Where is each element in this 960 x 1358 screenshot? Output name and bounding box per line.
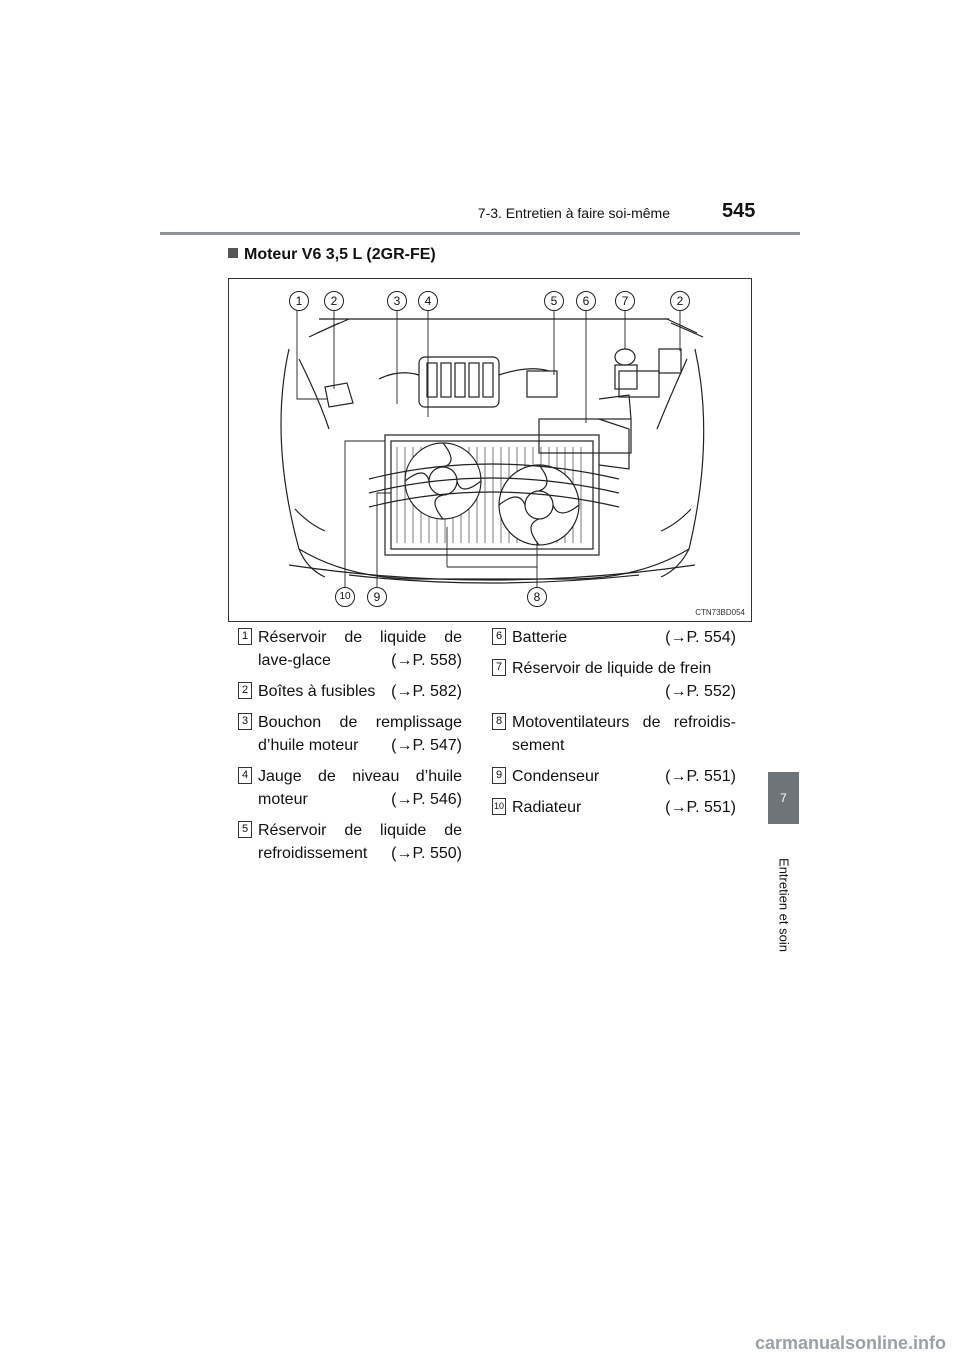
legend-item bbox=[230, 680, 462, 703]
legend-ref: (→P. 554) bbox=[665, 629, 736, 646]
legend-text: Bouchon de remplissage bbox=[258, 714, 462, 731]
legend-ref: (→P. 551) bbox=[665, 799, 736, 816]
legend-right bbox=[484, 626, 736, 827]
legend-ref: (→P. 550) bbox=[391, 845, 462, 862]
legend-text: lave-glace bbox=[258, 652, 331, 669]
legend-item bbox=[484, 796, 736, 819]
legend-text: sement bbox=[512, 737, 565, 754]
section-heading bbox=[228, 246, 436, 264]
legend-number: 9 bbox=[492, 767, 506, 784]
legend-text: Réservoir de liquide de bbox=[258, 629, 462, 646]
callout-4: 4 bbox=[418, 291, 438, 311]
legend-item bbox=[230, 819, 462, 865]
page-header bbox=[0, 0, 960, 240]
legend-item bbox=[230, 765, 462, 811]
legend-text: Motoventilateurs de refroidis- bbox=[512, 714, 736, 731]
callout-6: 6 bbox=[576, 291, 596, 311]
legend-ref: (→P. 582) bbox=[391, 683, 462, 700]
callout-5: 5 bbox=[544, 291, 564, 311]
callout-7: 7 bbox=[615, 291, 635, 311]
chapter-tab bbox=[768, 772, 799, 824]
legend-item bbox=[230, 711, 462, 757]
legend-ref: (→P. 552) bbox=[665, 683, 736, 700]
legend-left bbox=[230, 626, 462, 873]
legend-ref: (→P. 547) bbox=[391, 737, 462, 754]
legend-number: 7 bbox=[492, 659, 506, 676]
legend-text: d’huile moteur bbox=[258, 737, 359, 754]
legend-text: Jauge de niveau d’huile bbox=[258, 768, 462, 785]
legend-item bbox=[230, 626, 462, 672]
engine-figure bbox=[228, 278, 752, 622]
legend-text: Réservoir de liquide de bbox=[258, 822, 462, 839]
legend-text: moteur bbox=[258, 791, 308, 808]
legend-number: 10 bbox=[492, 798, 506, 815]
legend-text: Condenseur bbox=[512, 768, 600, 785]
engine-illustration bbox=[229, 279, 753, 623]
legend-text: refroidissement bbox=[258, 845, 368, 862]
legend-item bbox=[484, 765, 736, 788]
figure-code: CTN73BD054 bbox=[695, 608, 745, 617]
callout-2: 2 bbox=[324, 291, 344, 311]
legend-text: Radiateur bbox=[512, 799, 582, 816]
legend-text: Boîtes à fusibles bbox=[258, 683, 376, 700]
legend-number: 6 bbox=[492, 628, 506, 645]
legend-ref: (→P. 551) bbox=[665, 768, 736, 785]
legend-ref: (→P. 546) bbox=[391, 791, 462, 808]
callout-8: 8 bbox=[527, 587, 547, 607]
callout-3: 3 bbox=[387, 291, 407, 311]
heading-text: Moteur V6 3,5 L (2GR-FE) bbox=[244, 246, 436, 263]
legend-item bbox=[484, 711, 736, 757]
chapter-number: 7 bbox=[780, 791, 787, 805]
page-number: 545 bbox=[722, 200, 756, 222]
legend-text: Batterie bbox=[512, 629, 568, 646]
square-bullet-icon bbox=[228, 248, 238, 258]
legend-item bbox=[484, 657, 736, 703]
callout-2b: 2 bbox=[670, 291, 690, 311]
legend-number: 4 bbox=[238, 767, 252, 784]
callout-10: 10 bbox=[335, 587, 355, 607]
legend-number: 8 bbox=[492, 713, 506, 730]
legend-number: 1 bbox=[238, 628, 252, 645]
legend-number: 2 bbox=[238, 682, 252, 699]
watermark: carmanualsonline.info bbox=[754, 1333, 946, 1353]
callout-9: 9 bbox=[367, 587, 387, 607]
callout-1: 1 bbox=[289, 291, 309, 311]
legend-ref: (→P. 558) bbox=[391, 652, 462, 669]
legend-item bbox=[484, 626, 736, 649]
legend-number: 5 bbox=[238, 821, 252, 838]
section-title: 7-3. Entretien à faire soi-même bbox=[477, 205, 670, 221]
chapter-title: Entretien et soin bbox=[776, 858, 792, 952]
header-rule bbox=[160, 232, 800, 235]
legend-text: Réservoir de liquide de frein bbox=[512, 660, 712, 677]
legend-number: 3 bbox=[238, 713, 252, 730]
